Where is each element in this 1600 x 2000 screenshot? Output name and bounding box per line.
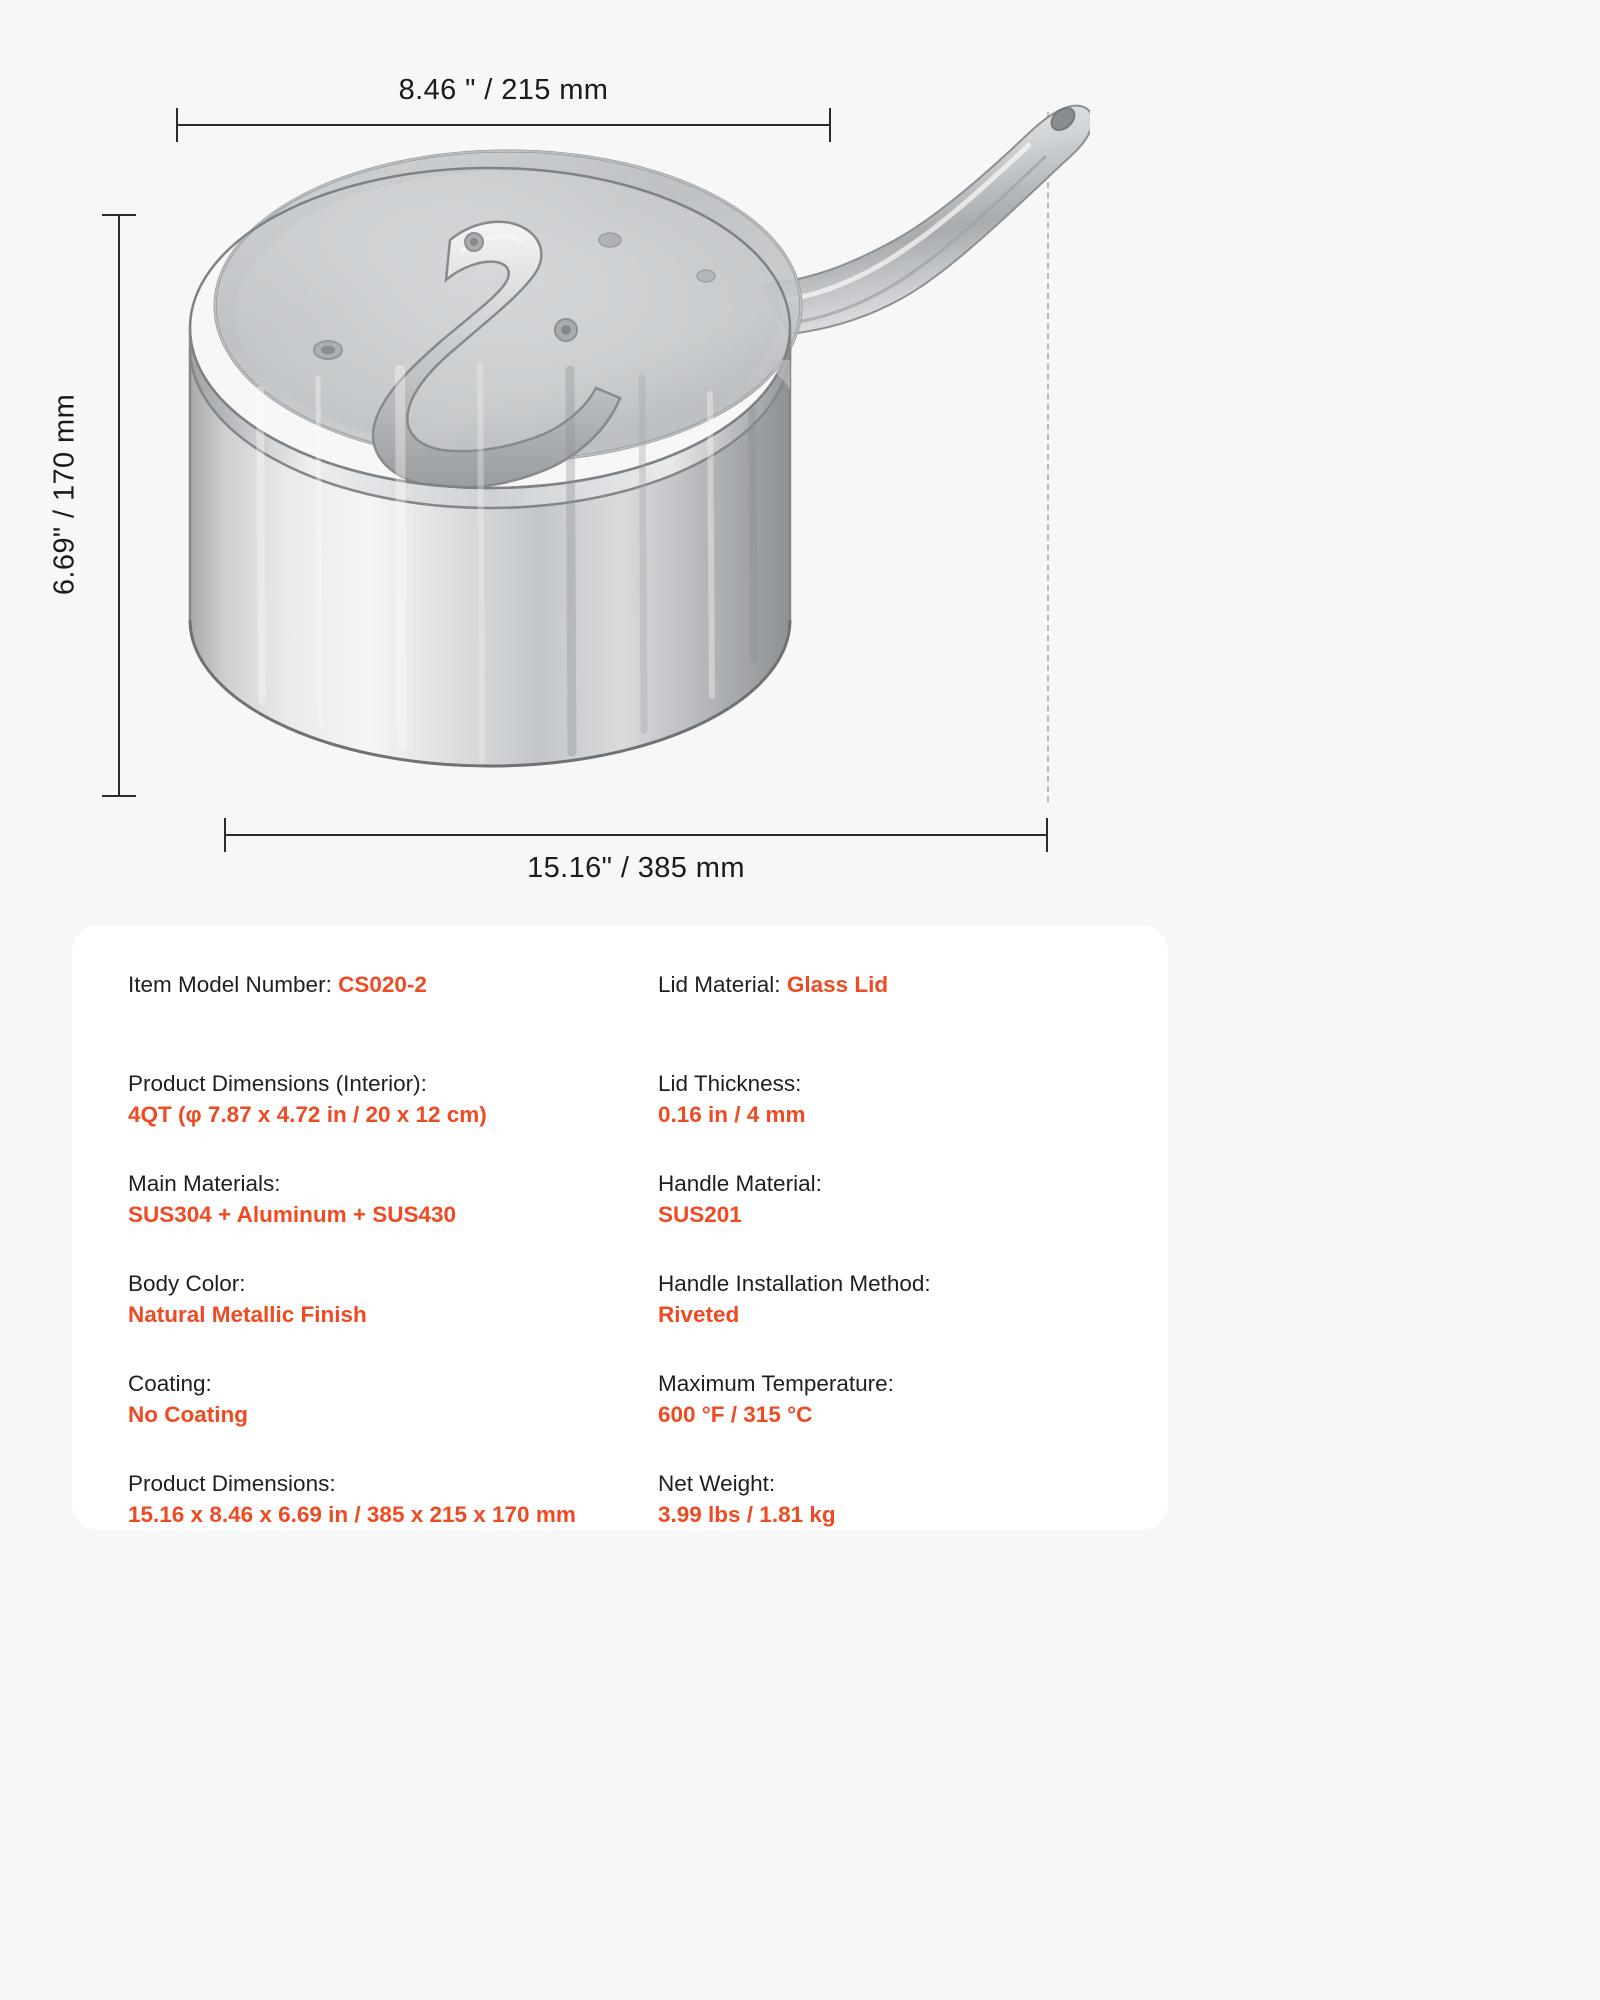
spec-item-lid-thickness: [658, 1055, 1128, 1155]
spec-item-handle-installation-method: [658, 1255, 1128, 1355]
spec-label: Lid Thickness:: [658, 1071, 802, 1096]
spec-item-product-dimensions: [128, 1455, 598, 1555]
spec-item-body-color: [128, 1255, 598, 1355]
dimension-diagram: [0, 0, 1240, 920]
spec-item-product-dimensions-interior: [128, 1055, 598, 1155]
spec-item-model-number: [128, 955, 598, 1055]
spec-label: Lid Material:: [658, 972, 787, 997]
specifications-card: [72, 925, 1168, 1530]
spec-item-main-materials: [128, 1155, 598, 1255]
spec-label: Coating:: [128, 1371, 212, 1396]
spec-item-handle-material: [658, 1155, 1128, 1255]
spec-label: Handle Installation Method:: [658, 1271, 931, 1296]
spec-value: SUS201: [658, 1202, 742, 1228]
spec-value: 15.16 x 8.46 x 6.69 in / 385 x 215 x 170 mm: [128, 1502, 576, 1528]
spec-value: No Coating: [128, 1402, 248, 1428]
dimension-label-bottom: 15.16" / 385 mm: [527, 852, 745, 884]
spec-item-coating: [128, 1355, 598, 1455]
spec-label: Main Materials:: [128, 1171, 281, 1196]
dimension-tick-left-top: [102, 214, 136, 216]
dimension-label-left: 6.69" / 170 mm: [48, 393, 81, 596]
spec-item-maximum-temperature: [658, 1355, 1128, 1455]
specifications-grid: [128, 955, 1128, 1555]
spec-label: Handle Material:: [658, 1171, 822, 1196]
dimension-label-top: 8.46 " / 215 mm: [398, 74, 609, 106]
spec-label: Item Model Number:: [128, 972, 339, 997]
dimension-line-left: [118, 214, 120, 797]
spec-item-lid-material: [658, 955, 1128, 1055]
spec-value: 4QT (φ 7.87 x 4.72 in / 20 x 12 cm): [128, 1102, 487, 1128]
spec-value: Natural Metallic Finish: [128, 1302, 367, 1328]
spec-label: Product Dimensions (Interior):: [128, 1071, 427, 1096]
spec-value: Glass Lid: [786, 972, 889, 997]
spec-label: Body Color:: [128, 1271, 246, 1296]
spec-value: Riveted: [658, 1302, 740, 1328]
spec-value: CS020-2: [338, 972, 427, 997]
spec-value: 600 °F / 315 °C: [658, 1402, 813, 1428]
saucepan-illustration: [150, 60, 1090, 850]
dimension-tick-left-bottom: [102, 795, 136, 797]
spec-value: 0.16 in / 4 mm: [658, 1102, 806, 1128]
lid-vent-icon: [599, 233, 621, 247]
spec-value: SUS304 + Aluminum + SUS430: [128, 1202, 457, 1228]
spec-item-net-weight: [658, 1455, 1128, 1555]
spec-label: Maximum Temperature:: [658, 1371, 894, 1396]
pan-handle: [762, 104, 1090, 334]
spec-label: Net Weight:: [658, 1471, 776, 1496]
spec-label: Product Dimensions:: [128, 1471, 336, 1496]
spec-value: 3.99 lbs / 1.81 kg: [658, 1502, 836, 1528]
